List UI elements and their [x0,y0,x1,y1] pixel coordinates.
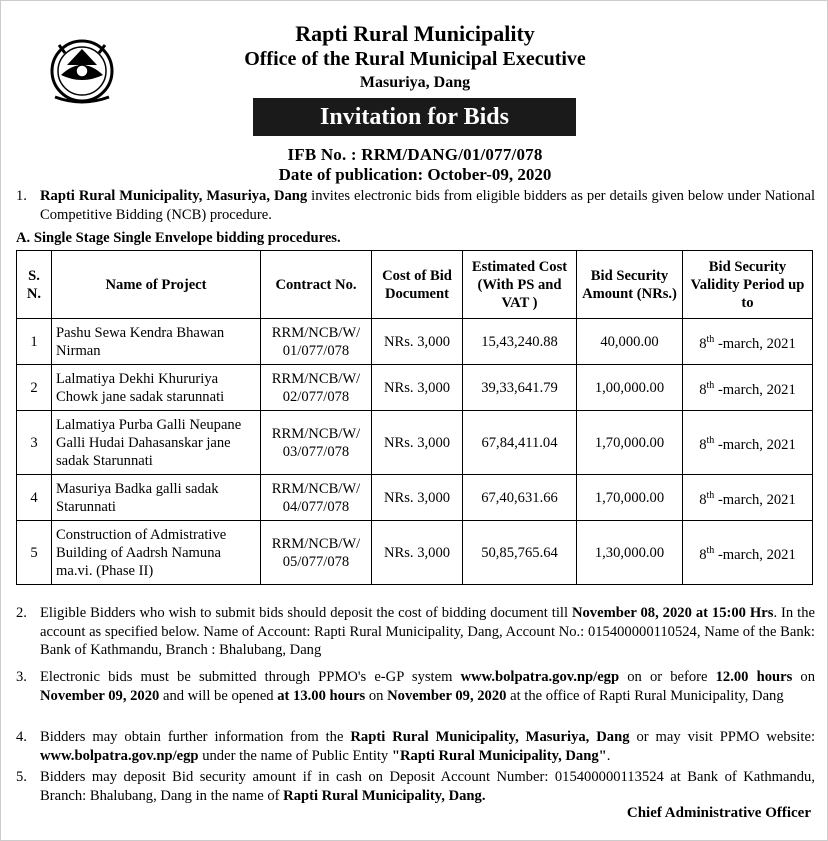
publication-date: Date of publication: October-09, 2020 [278,165,552,184]
table-row: 1 Pashu Sewa Kendra Bhawan Nirman RRM/NCB/W/ 01/077/078 NRs. 3,000 15,43,240.88 40,000.00 8th -march, 2021 [17,319,813,365]
notice-banner: Invitation for Bids [253,98,576,136]
location: Masuriya, Dang [359,74,471,91]
table-row: 2 Lalmatiya Dekhi Khururiya Chowk jane sadak starunnati RRM/NCB/W/ 02/077/078 NRs. 3,000 39,33,641.79 1,00,000.00 8th -march, 2021 [17,365,813,411]
ifb-number: IFB No. : RRM/DANG/01/077/078 [287,145,543,164]
table-header-row [17,251,813,319]
table-row: 3 Lalmatiya Purba Galli Neupane Galli Hudai Dahasanskar jane sadak Starunnati RRM/NCB/W/ 03/077/078 NRs. 3,000 67,84,411.04 1,70,000.00 8th -march, 2021 [17,411,813,475]
office-title: Office of the Rural Municipal Executive [244,48,586,70]
col-contract: Contract No. [261,251,372,319]
table-row: 4 Masuriya Badka galli sadak Starunnati RRM/NCB/W/ 04/077/078 NRs. 3,000 67,40,631.66 1,70,000.00 8th -march, 2021 [17,475,813,521]
col-validity: Bid Security Validity Period up to [683,251,813,319]
col-cost: Cost of Bid Document [372,251,463,319]
col-estimate: Estimated Cost (With PS and VAT ) [463,251,577,319]
signature: Chief Administrative Officer [626,805,811,821]
col-security: Bid Security Amount (NRs.) [577,251,683,319]
bids-table [16,250,813,585]
col-name: Name of Project [52,251,261,319]
bid-notice: Rapti Rural Municipality Office of the Rural Municipal Executive Masuriya, Dang Invitation for Bids IFB No. : RRM/DANG/01/077/078 Date of publication: October-09, 2020 1. Rapti Rural Municipality, Masuriya, Dang invites electronic bids from eligible bidders as per details given below under National Competitive Bidding (NCB) procedure. A. Single Stage Single Envelope bidding procedures. S. N. Name of Project Contract No. Cost of Bid Document Estimated Cost (With PS and VAT ) Bid Security Amount (NRs.) Bid Security Validity Period up to 1 Pashu Sewa Kendra Bhawan Nirman RRM/NCB/W/ 01/077/078 NRs. 3,000 15,43,240.88 40,000.00 8th -march, 2021 2 Lalmatiya Dekhi Khururiya Chowk jane sadak starunnati RRM/NCB/W/ 02/077/078 NRs. 3,000 39,33,641.79 1,00,000.00 8th -march, 2021 3 Lalmatiya Purba Galli Neupane Galli Hudai Dahasanskar jane sadak Starunnati RRM/NCB/W/ 03/077/078 NRs. 3,000 67,84,411.04 1,70,000.00 8th -march, 2021 4 Masuriya Badka galli sadak Starunnati RRM/NCB/W/ 04/077/078 NRs. 3,000 67,40,631.66 1,70,000.00 8th -march, 2021 5 Construction of Admistrative Building of Aadrsh Namuna ma.vi. (Phase II) RRM/NCB/W/ 05/077/078 NRs. 3,000 50,85,765.64 1,30,000.00 8th -march, 2021 2. Eligible Bidders who wish to submit bids should deposit the cost of bidding document till November 08, 2020 at 15:00 Hrs. In the account as specified below. Name of Account: Rapti Rural Municipality, Dang, Account No.: 015400000110524, Name of the Bank: Bank of Kathmandu, Branch : Bhalubang, Dang 3. Electronic bids must be submitted through PPMO's e-GP system www.bolpatra.gov.np/egp on or before 12.00 hours on November 09, 2020 and will be opened at 13.00 hours on November 09, 2020 at the office of Rapti Rural Municipality, Dang 4. Bidders may obtain further information from the Rapti Rural Municipality, Masuriya, Dang or may visit PPMO website: www.bolpatra.gov.np/egp under the name of Public Entity "Rapti Rural Municipality, Dang". 5. Bidders may deposit Bid security amount if in cash on Deposit Account Number: 015400000113524 at Bank of Kathmandu, Branch: Bhalubang, Dang in the name of Rapti Rural Municipality, Dang. Chief Administrative Officer [0,0,828,841]
org-title: Rapti Rural Municipality [295,21,535,46]
col-sn: S. N. [17,251,52,319]
table-row: 5 Construction of Admistrative Building of Aadrsh Namuna ma.vi. (Phase II) RRM/NCB/W/ 05/077/078 NRs. 3,000 50,85,765.64 1,30,000.00 8th -march, 2021 [17,521,813,585]
